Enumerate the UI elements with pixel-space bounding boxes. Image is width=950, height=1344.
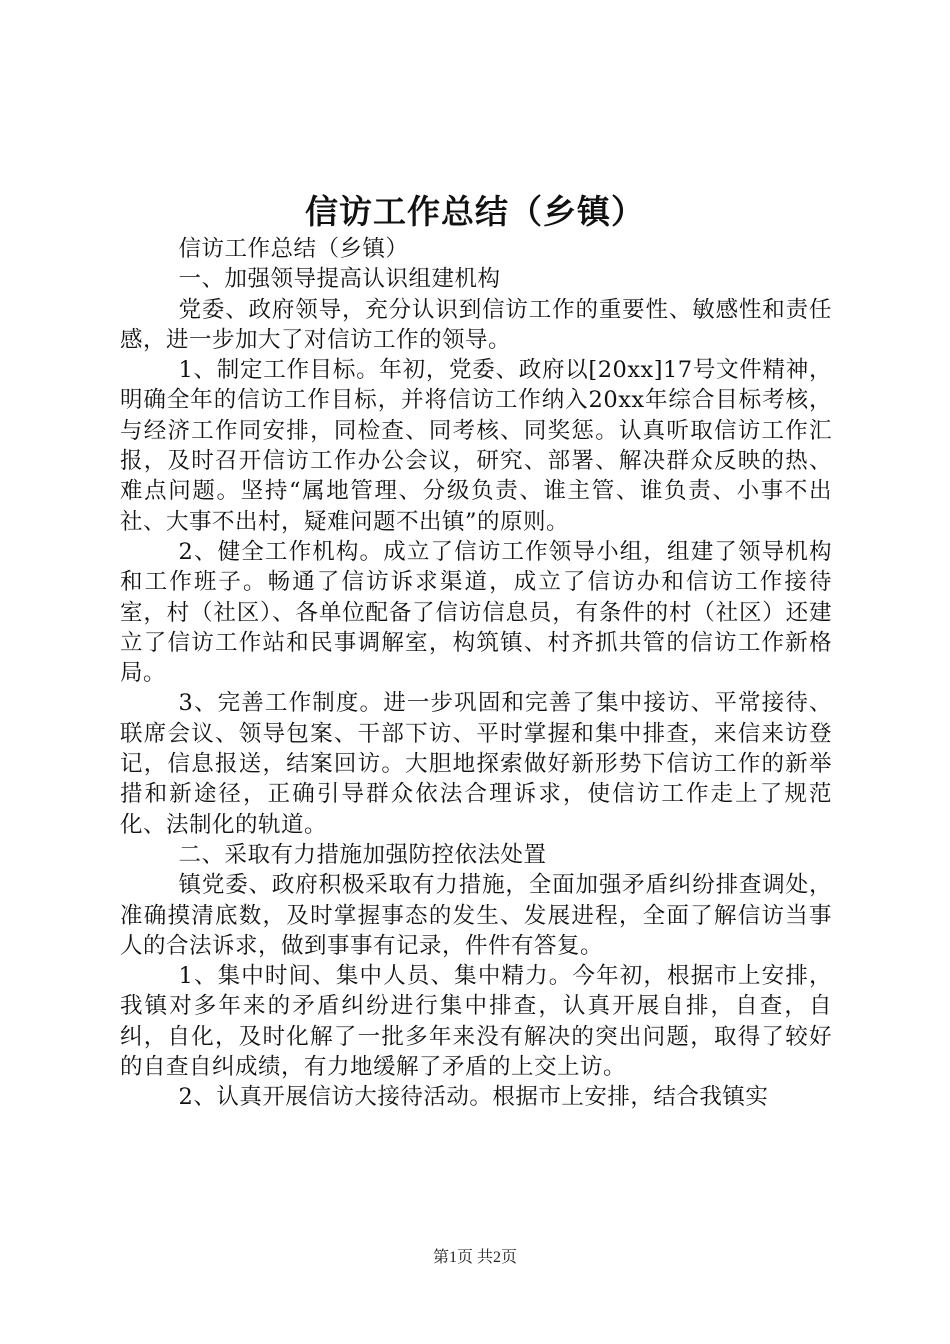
paragraph: 镇党委、政府积极采取有力措施，全面加强矛盾纠纷排查调处，准确摸清底数，及时掌握事态的发生、发展进程，全面了解信访当事人的合法诉求，做到事事有记录，件件有答复。 (120, 872, 832, 959)
paragraph: 党委、政府领导，充分认识到信访工作的重要性、敏感性和责任感，进一步加大了对信访工作的领导。 (120, 296, 832, 353)
paragraph-subtitle: 信访工作总结（乡镇） (178, 236, 409, 262)
document-title: 信访工作总结（乡镇） (305, 192, 645, 231)
paragraph: 1、集中时间、集中人员、集中精力。今年初，根据市上安排，我镇对多年来的矛盾纠纷进行集中排查，认真开展自排，自查，自纠，自化，及时化解了一批多年来没有解决的突出问题，取得了较好的自查自纠成绩，有力地缓解了矛盾的上交上访。 (120, 963, 832, 1081)
paragraph: 2、认真开展信访大接待活动。根据市上安排，结合我镇实 (178, 1084, 769, 1111)
paragraph: 3、完善工作制度。进一步巩固和完善了集中接访、平常接待、联席会议、领导包案、干部下访、平时掌握和集中排查，来信来访登记，信息报送，结案回访。大胆地探索做好新形势下信访工作的新举措和新途径，正确引导群众依法合理诉求，使信访工作走上了规范化、法制化的轨道。 (120, 690, 832, 838)
section-heading-1: 一、加强领导提高认识组建机构 (178, 266, 501, 293)
section-heading-2: 二、采取有力措施加强防控依法处置 (178, 841, 547, 868)
page-number-footer: 第1页 共2页 (432, 1249, 517, 1266)
paragraph: 1、制定工作目标。年初，党委、政府以[20xx]17号文件精神，明确全年的信访工作目标，并将信访工作纳入20xx年综合目标考核，与经济工作同安排，同检查、同考核、同奖惩。认真听取信访工作汇报，及时召开信访工作办公会议，研究、部署、解决群众反映的热、难点问题。坚持“属地管理、分级负责、谁主管、谁负责、小事不出社、大事不出村，疑难问题不出镇”的原则。 (120, 357, 832, 535)
paragraph: 2、健全工作机构。成立了信访工作领导小组，组建了领导机构和工作班子。畅通了信访诉求渠道，成立了信访办和信访工作接待室，村（社区）、各单位配备了信访信息员，有条件的村（社区）还建立了信访工作站和民事调解室，构筑镇、村齐抓共管的信访工作新格局。 (120, 538, 832, 687)
document-body (120, 234, 832, 1113)
